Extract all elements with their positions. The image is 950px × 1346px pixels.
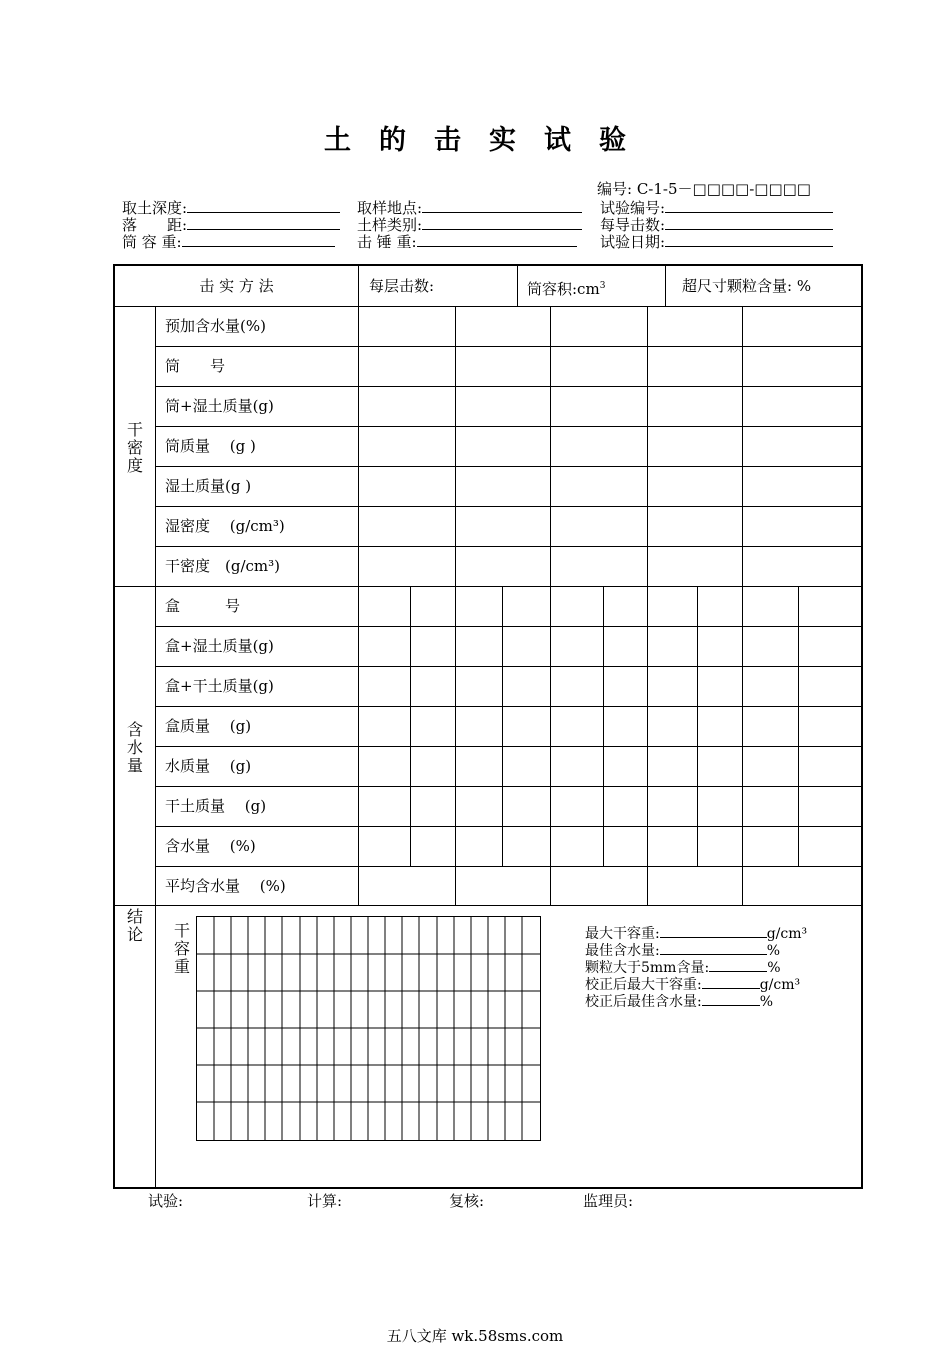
meta-label: 取土深度:	[122, 199, 188, 217]
meta-label: 筒 容 重:	[122, 233, 182, 251]
corrected-optimum-moisture-field[interactable]	[702, 992, 760, 1006]
footer-watermark: 五八文库 wk.58sms.com	[386, 1327, 564, 1345]
dry-density-axis-label: 干容重	[173, 921, 190, 976]
row-label: 筒+湿土质量(g)	[165, 397, 274, 415]
conclusion-label: 校正后最大干容重:	[585, 977, 702, 993]
row-label: 盒+干土质量(g)	[165, 677, 274, 695]
conclusion-unit: g/cm³	[759, 977, 801, 993]
particle-5mm-field[interactable]	[709, 958, 767, 972]
row-label: 干土质量 (g)	[165, 797, 267, 815]
conclusion-unit: %	[766, 943, 781, 959]
meta-label: 每导击数:	[600, 216, 666, 234]
density-section-label: 干密度	[126, 420, 143, 475]
row-label: 预加含水量(%)	[165, 317, 266, 335]
meta-label: 试验编号:	[600, 199, 666, 217]
conclusion-label: 最大干容重:	[585, 926, 660, 942]
row-label: 水质量 (g)	[165, 757, 252, 775]
document-code: 编号: C-1-5－□□□□-□□□□	[597, 180, 811, 198]
conclusion-label: 校正后最佳含水量:	[585, 994, 702, 1010]
method-header: 击 实 方 法	[199, 277, 274, 295]
row-label: 盒质量 (g)	[165, 717, 252, 735]
conclusion-section-label: 结论	[126, 907, 143, 944]
depth-field[interactable]	[187, 197, 340, 213]
meta-label: 土样类别:	[357, 216, 423, 234]
row-label: 盒 号	[165, 597, 241, 615]
conclusion-unit: g/cm³	[766, 926, 808, 942]
signature-test: 试验:	[148, 1192, 184, 1210]
conclusion-line	[585, 992, 773, 1011]
row-label: 盒+湿土质量(g)	[165, 637, 274, 655]
compaction-curve-grid	[196, 916, 541, 1141]
conclusion-unit: %	[767, 960, 781, 976]
row-label: 筒 号	[165, 357, 226, 375]
grid-lines	[197, 917, 540, 1140]
location-field[interactable]	[422, 197, 582, 213]
meta-label: 试验日期:	[600, 233, 666, 251]
meta-row-3	[122, 231, 335, 253]
optimum-moisture-field[interactable]	[660, 941, 767, 955]
row-label: 湿土质量(g )	[165, 477, 252, 495]
test-date-field[interactable]	[665, 231, 833, 247]
drop-height-field[interactable]	[187, 214, 340, 230]
row-label: 平均含水量 (%)	[165, 877, 286, 895]
row-label: 含水量 (%)	[165, 837, 256, 855]
meta-label: 取样地点:	[357, 199, 423, 217]
page-title: 土的击实试验	[324, 125, 654, 156]
moisture-section-label: 含水量	[126, 720, 143, 775]
per-layer-header: 每层击数:	[369, 277, 435, 295]
signature-supervisor: 监理员:	[583, 1192, 634, 1210]
corrected-max-density-field[interactable]	[702, 975, 760, 989]
test-number-field[interactable]	[665, 197, 833, 213]
blows-field[interactable]	[665, 214, 833, 230]
signature-calc: 计算:	[307, 1192, 343, 1210]
row-label: 干密度 (g/cm³)	[165, 557, 280, 575]
conclusion-label: 最佳含水量:	[585, 943, 660, 959]
meta-row-3b	[357, 231, 577, 253]
oversize-header: 超尺寸颗粒含量: %	[682, 277, 812, 295]
signature-review: 复核:	[449, 1192, 485, 1210]
meta-row-3c	[600, 231, 833, 253]
soil-type-field[interactable]	[422, 214, 582, 230]
row-label: 筒质量 (g )	[165, 437, 256, 455]
volume-label: 筒容积:cm	[527, 280, 600, 298]
conclusion-unit: %	[759, 994, 774, 1010]
volume-sup: 3	[599, 281, 606, 291]
hammer-weight-field[interactable]	[417, 231, 577, 247]
conclusion-label: 颗粒大于5mm含量:	[585, 960, 710, 976]
meta-label: 落 距:	[122, 216, 188, 234]
meta-label: 击 锤 重:	[357, 233, 417, 251]
max-dry-density-field[interactable]	[660, 924, 767, 938]
row-label: 湿密度 (g/cm³)	[165, 517, 285, 535]
cylinder-weight-field[interactable]	[182, 231, 335, 247]
volume-header	[527, 266, 605, 309]
